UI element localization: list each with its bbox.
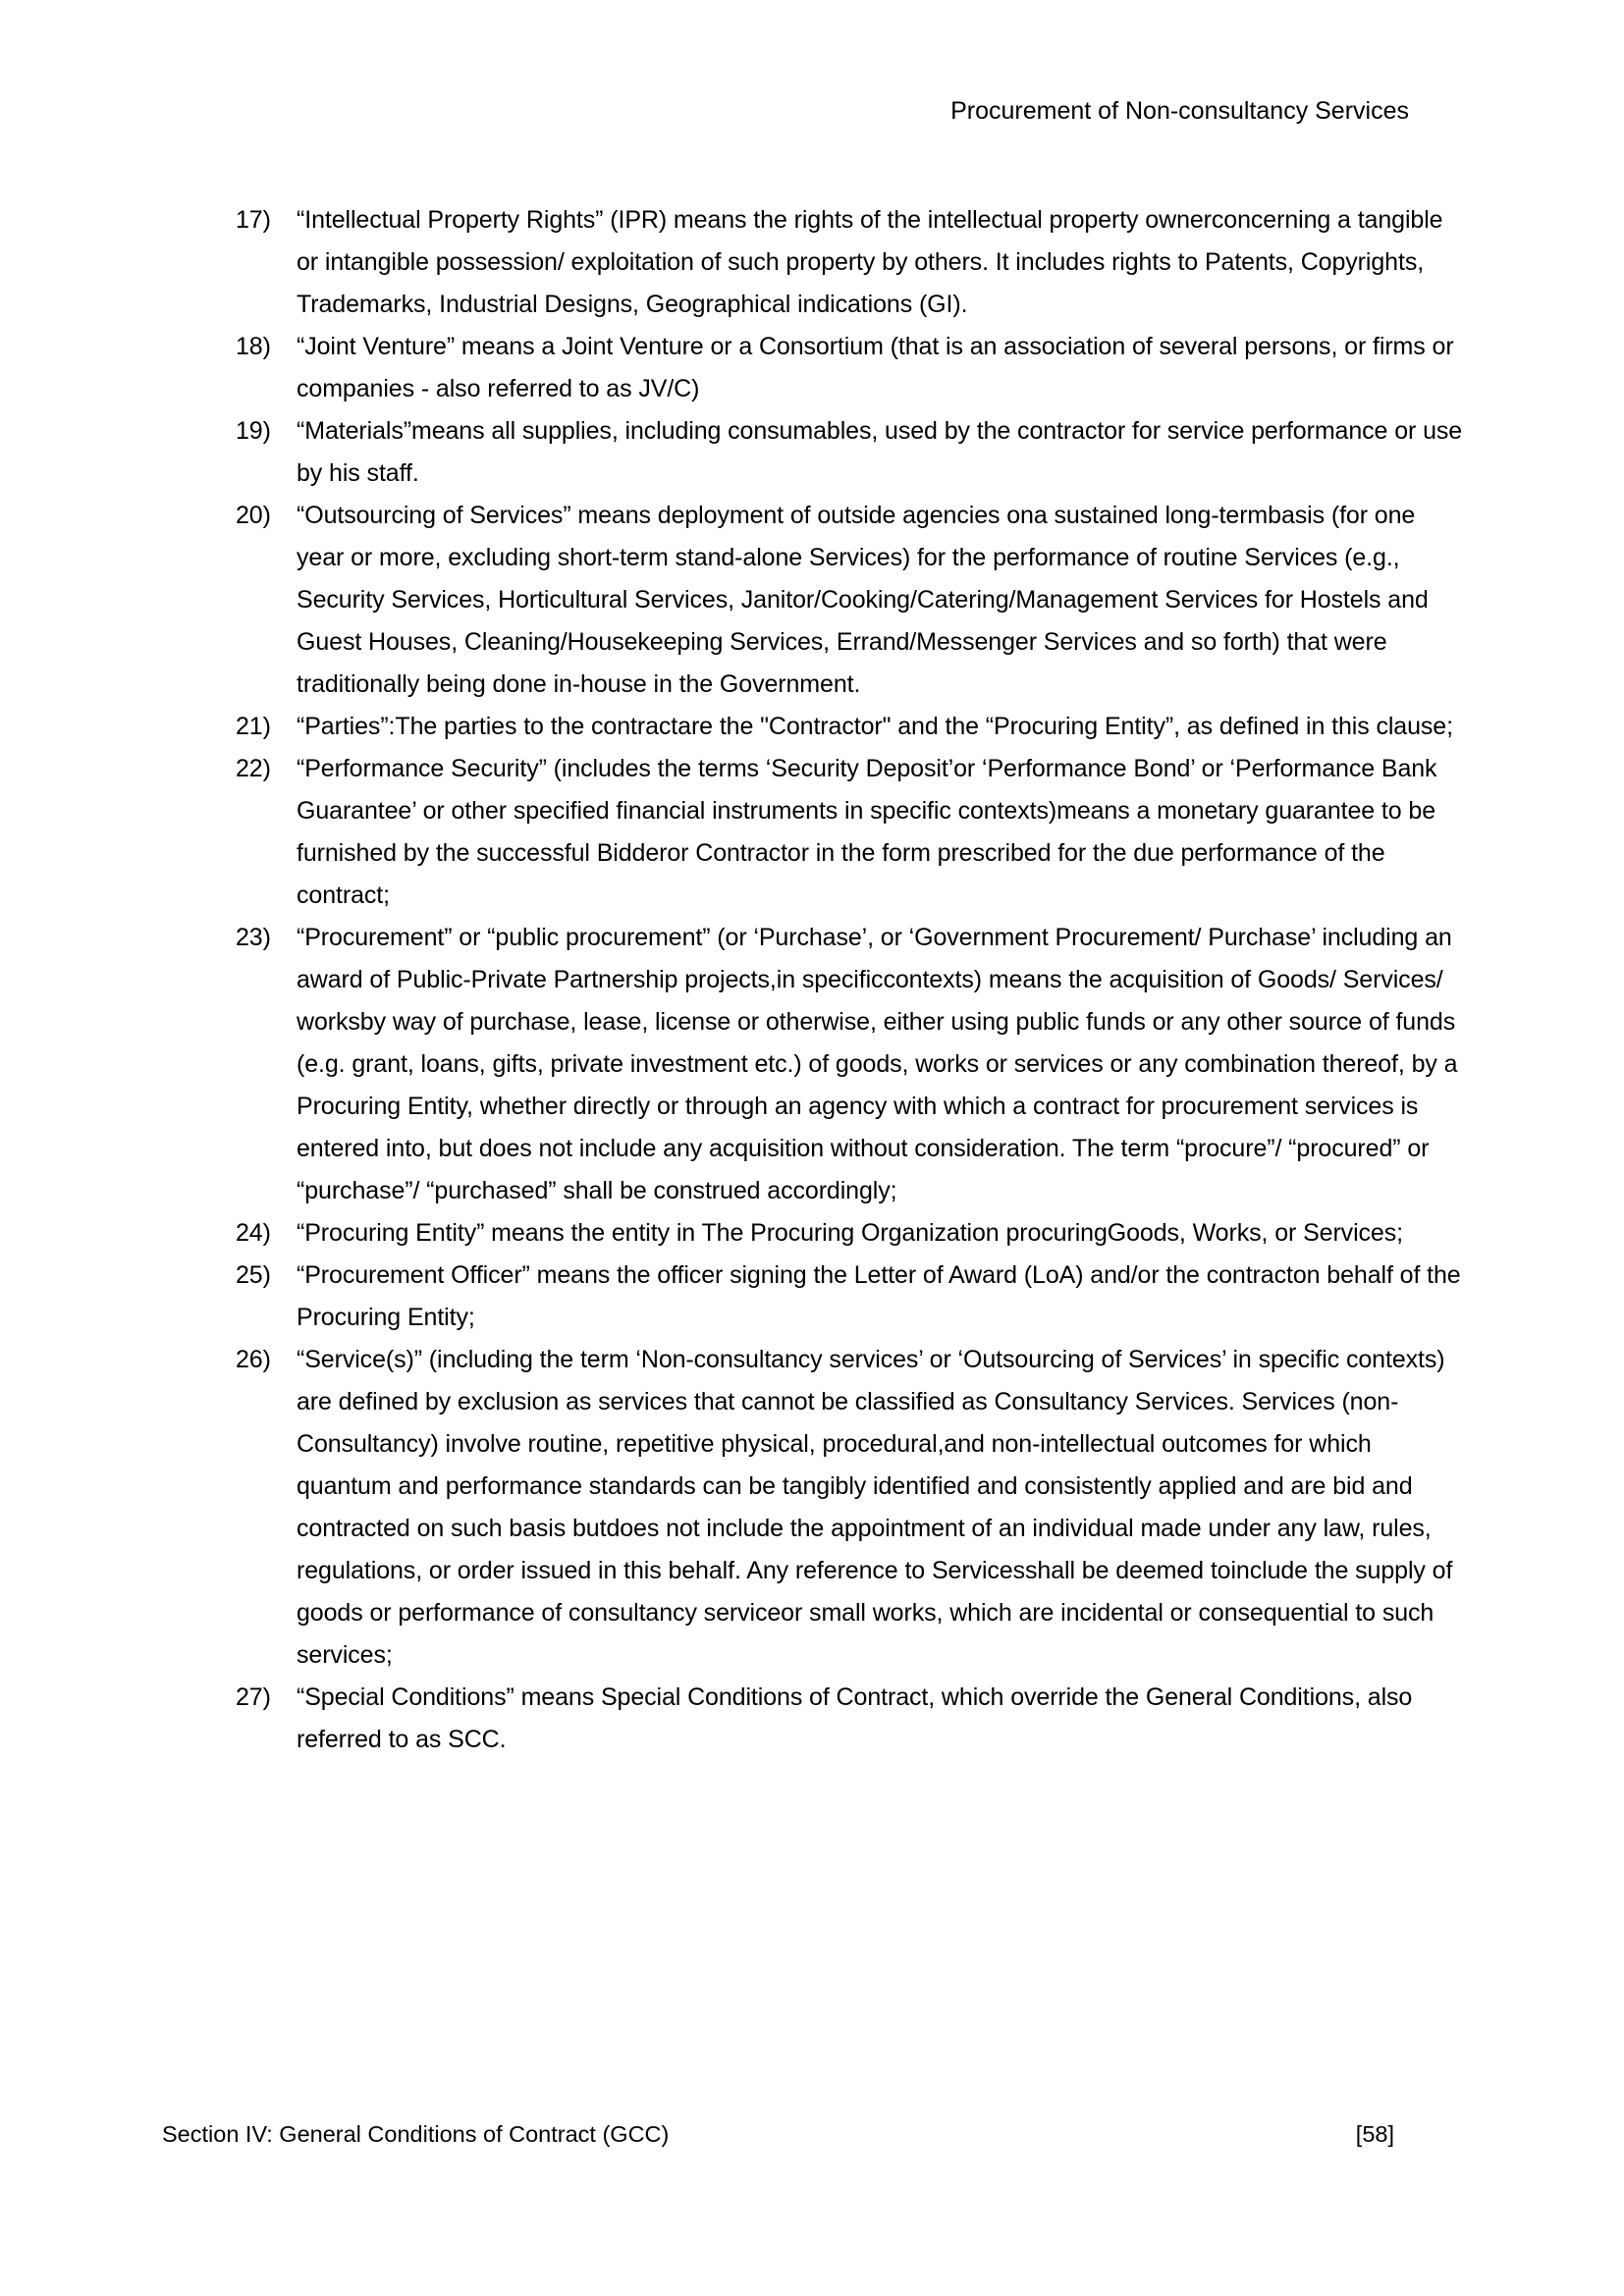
definition-item bbox=[236, 748, 1465, 917]
definition-item bbox=[236, 1339, 1465, 1677]
definition-text: “Outsourcing of Services” means deployment of outside agencies ona sustained long-termbasis (for one year or more, excluding short-term stand-alone Services) for the performance of routine Services (e.g., Security Services, Horticultural Services, Janitor/Cooking/Catering/Management Services for Hostels and Guest Houses, Cleaning/Housekeeping Services, Errand/Messenger Services and so forth) that were traditionally being done in-house in the Government. bbox=[297, 502, 1429, 698]
definition-item bbox=[236, 1212, 1465, 1255]
definition-text: “Parties”:The parties to the contractare the "Contractor" and the “Procuring Entity”, as defined in this clause; bbox=[297, 713, 1453, 740]
definition-number: 18) bbox=[236, 333, 271, 360]
definition-text: “Procurement” or “public procurement” (or ‘Purchase’, or ‘Government Procurement/ Purchase’ including an award of Public-Private Partnership projects,in specificcontexts) means the acquisition of Goods/ Services/ worksby way of purchase, lease, license or otherwise, either using public funds or any other source of funds (e.g. grant, loans, gifts, private investment etc.) of goods, works or services or any combination thereof, by a Procuring Entity, whether directly or through an agency with which a contract for procurement services is entered into, but does not include any acquisition without consideration. The term “procure”/ “procured” or “purchase”/ “purchased” shall be construed accordingly; bbox=[297, 924, 1458, 1204]
header-title: Procurement of Non-consultancy Services bbox=[950, 97, 1409, 125]
definition-number: 25) bbox=[236, 1261, 271, 1289]
definition-text: “Procuring Entity” means the entity in The Procuring Organization procuringGoods, Works, or Services; bbox=[297, 1219, 1403, 1247]
definition-item bbox=[236, 410, 1465, 495]
definition-text: “Materials”means all supplies, including consumables, used by the contractor for service performance or use by his staff. bbox=[297, 417, 1463, 487]
definition-number: 26) bbox=[236, 1346, 271, 1373]
definition-number: 27) bbox=[236, 1683, 271, 1711]
definition-item bbox=[236, 326, 1465, 410]
definitions-list bbox=[236, 199, 1465, 1761]
definition-number: 22) bbox=[236, 755, 271, 782]
definition-text: “Special Conditions” means Special Conditions of Contract, which override the General Conditions, also referred to as SCC. bbox=[297, 1683, 1413, 1753]
definition-item bbox=[236, 917, 1465, 1212]
definition-item bbox=[236, 706, 1465, 748]
definition-text: “Joint Venture” means a Joint Venture or a Consortium (that is an association of several persons, or firms or companies - also referred to as JV/C) bbox=[297, 333, 1454, 402]
definition-text: “Procurement Officer” means the officer signing the Letter of Award (LoA) and/or the contracton behalf of the Procuring Entity; bbox=[297, 1261, 1461, 1331]
definition-number: 24) bbox=[236, 1219, 271, 1247]
definition-number: 23) bbox=[236, 924, 271, 951]
footer-page-number: [58] bbox=[1355, 2121, 1394, 2147]
footer-section-title: Section IV: General Conditions of Contract (GCC) bbox=[162, 2121, 670, 2147]
definition-item bbox=[236, 199, 1465, 326]
definition-number: 17) bbox=[236, 206, 271, 234]
definition-text: “Performance Security” (includes the terms ‘Security Deposit’or ‘Performance Bond’ or ‘Performance Bank Guarantee’ or other specified financial instruments in specific contexts)means a monetary guarantee to be furnished by the successful Bidderor Contractor in the form prescribed for the due performance of the contract; bbox=[297, 755, 1437, 909]
page-header bbox=[236, 95, 1409, 128]
definition-text: “Service(s)” (including the term ‘Non-consultancy services’ or ‘Outsourcing of Services’ in specific contexts) are defined by exclusion as services that cannot be classified as Consultancy Services. Services (non-Consultancy) involve routine, repetitive physical, procedural,and non-intellectual outcomes for which quantum and performance standards can be tangibly identified and consistently applied and are bid and contracted on such basis butdoes not include the appointment of an individual made under any law, rules, regulations, or order issued in this behalf. Any reference to Servicesshall be deemed toinclude the supply of goods or performance of consultancy serviceor small works, which are incidental or consequential to such services; bbox=[297, 1346, 1453, 1669]
definition-item bbox=[236, 1255, 1465, 1339]
page-footer bbox=[162, 2119, 1394, 2149]
definition-number: 21) bbox=[236, 713, 271, 740]
definition-number: 19) bbox=[236, 417, 271, 445]
definition-item bbox=[236, 1677, 1465, 1761]
definition-number: 20) bbox=[236, 502, 271, 529]
definition-item bbox=[236, 495, 1465, 706]
definition-text: “Intellectual Property Rights” (IPR) means the rights of the intellectual property ownerconcerning a tangible or intangible possession/ exploitation of such property by others. It includes rights to Patents, Copyrights, Trademarks, Industrial Designs, Geographical indications (GI). bbox=[297, 206, 1443, 318]
